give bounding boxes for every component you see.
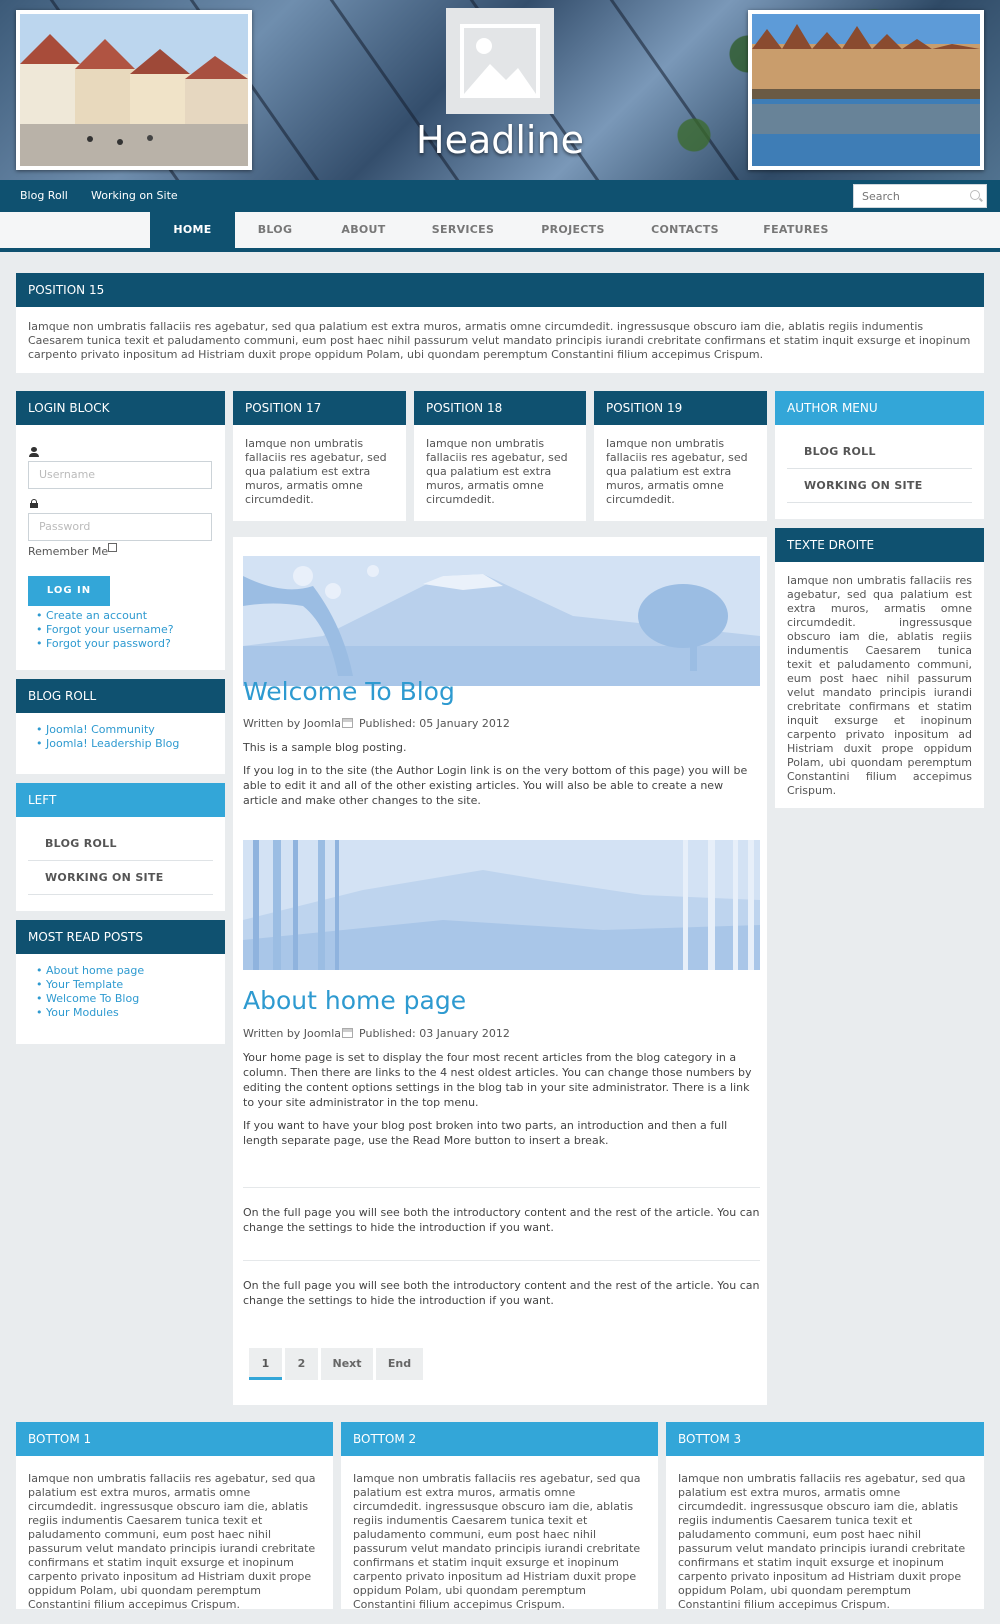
author-menu-module: [775, 391, 984, 519]
module-title: BOTTOM 2: [341, 1422, 658, 1456]
topbar-link-blog-roll[interactable]: Blog Roll: [20, 189, 68, 202]
forgot-password-link[interactable]: Forgot your password?: [46, 637, 171, 650]
texte-droite-module: [775, 528, 984, 808]
divider: [243, 1187, 760, 1188]
article-author: Written by Joomla: [243, 717, 342, 730]
calendar-icon: [342, 718, 353, 728]
most-read-list: [16, 954, 225, 1020]
most-read-link[interactable]: Your Modules: [46, 1006, 119, 1019]
article-meta: [243, 717, 510, 730]
module-text: Iamque non umbratis fallaciis res agebatur, sed qua palatium est extra muros, armatis omne circumdedit.: [426, 437, 568, 506]
most-read-link[interactable]: About home page: [46, 964, 145, 977]
left-menu-blog-roll[interactable]: BLOG ROLL: [28, 827, 213, 861]
article-banner: [243, 840, 760, 970]
module-title: POSITION 17: [233, 391, 406, 425]
bottom-1-module: [16, 1422, 333, 1609]
module-text: Iamque non umbratis fallaciis res agebatur, sed qua palatium est extra muros, armatis omne circumdedit. ingressusque obscuro iam die, ablatis regiis indumentis Caesarem tunica texit et paludamento communi, eum post haec nihil passurum velut mandato principis iurandi crebritate confirmans et statim inquit exsurge et inopinum carpento privato inpositum ad Histriam duxit prope oppidum Polam, ubi quondam peremptum Constantini filium accepimus Crispum.: [787, 574, 972, 797]
module-title: LEFT: [16, 783, 225, 817]
hero-header: [0, 0, 1000, 180]
position-18-module: [414, 391, 586, 521]
module-text: Iamque non umbratis fallaciis res agebatur, sed qua palatium est extra muros, armatis omne circumdedit. ingressusque obscuro iam die, ablatis regiis indumentis Caesarem tunica texit et paludamento communi, eum post haec nihil passurum velut mandato principis iurandi crebritate confirmans et statim inquit exsurge et inopinum carpento privato inpositum ad Histriam duxit prope oppidum Polam, ubi quondam peremptum Constantini filium accepimus Crispum.: [353, 1472, 641, 1611]
lock-icon: [30, 499, 38, 509]
module-title: BLOG ROLL: [16, 679, 225, 713]
nav-projects[interactable]: PROJECTS: [541, 223, 605, 236]
article-published: Published: 05 January 2012: [359, 717, 510, 730]
article-paragraph: If you log in to the site (the Author Login link is on the very bottom of this page) you will be able to edit it and all of the other existing articles. You will also be able to create a new article and make other changes to the site.: [243, 764, 748, 807]
article-paragraph: On the full page you will see both the introductory content and the rest of the article. You can change the settings to hide the introduction if you want.: [243, 1206, 760, 1234]
blog-content: [233, 537, 767, 1405]
article-paragraph: This is a sample blog posting.: [243, 741, 407, 754]
left-module: [16, 783, 225, 911]
author-menu-working-on-site[interactable]: WORKING ON SITE: [787, 469, 972, 503]
article-title[interactable]: Welcome To Blog: [243, 677, 455, 706]
module-text: Iamque non umbratis fallaciis res agebatur, sed qua palatium est extra muros, armatis omne circumdedit. ingressusque obscuro iam die, ablatis regiis indumentis Caesarem tunica texit et paludamento communi, eum post haec nihil passurum velut mandato principis iurandi crebritate confirmans et statim inquit exsurge et inopinum carpento privato inpositum ad Histriam duxit prope oppidum Polam, ubi quondam peremptum Constantini filium accepimus Crispum.: [28, 320, 971, 361]
article-title[interactable]: About home page: [243, 986, 467, 1015]
search-input[interactable]: [854, 185, 964, 207]
user-icon: [29, 447, 39, 457]
nav-features[interactable]: FEATURES: [763, 223, 829, 236]
remember-checkbox[interactable]: [108, 543, 117, 552]
bottom-2-module: [341, 1422, 658, 1609]
nav-about[interactable]: ABOUT: [341, 223, 386, 236]
most-read-link[interactable]: Your Template: [46, 978, 124, 991]
end-page-button[interactable]: End: [376, 1348, 423, 1380]
article-author: Written by Joomla: [243, 1027, 342, 1040]
nav-home[interactable]: HOME: [150, 212, 235, 252]
module-title: AUTHOR MENU: [775, 391, 984, 425]
pagination: [249, 1348, 449, 1383]
remember-label: Remember Me: [28, 545, 109, 558]
image-placeholder-icon: [446, 8, 554, 114]
top-bar: [0, 180, 1000, 212]
blog-roll-list: [16, 713, 225, 751]
module-text: Iamque non umbratis fallaciis res agebatur, sed qua palatium est extra muros, armatis omne circumdedit.: [245, 437, 387, 506]
joomla-community-link[interactable]: Joomla! Community: [46, 723, 155, 736]
module-title: POSITION 18: [414, 391, 586, 425]
page-2-button[interactable]: 2: [285, 1348, 318, 1380]
article-paragraph: If you want to have your blog post broken into two parts, an introduction and then a full length separate page, use the Read More button to insert a break.: [243, 1119, 728, 1147]
article-published: Published: 03 January 2012: [359, 1027, 510, 1040]
module-title: BOTTOM 1: [16, 1422, 333, 1456]
divider: [243, 1260, 760, 1261]
module-text: Iamque non umbratis fallaciis res agebatur, sed qua palatium est extra muros, armatis omne circumdedit. ingressusque obscuro iam die, ablatis regiis indumentis Caesarem tunica texit et paludamento communi, eum post haec nihil passurum velut mandato principis iurandi crebritate confirmans et statim inquit exsurge et inopinum carpento privato inpositum ad Histriam duxit prope oppidum Polam, ubi quondam peremptum Constantini filium accepimus Crispum.: [28, 1472, 316, 1611]
bottom-3-module: [666, 1422, 984, 1609]
login-button[interactable]: LOG IN: [28, 576, 110, 606]
most-read-module: [16, 920, 225, 1044]
password-field[interactable]: Password: [28, 513, 212, 541]
login-links: [16, 599, 174, 651]
header-photo-left: [16, 10, 252, 170]
author-menu-blog-roll[interactable]: BLOG ROLL: [787, 435, 972, 469]
module-title: MOST READ POSTS: [16, 920, 225, 954]
article-paragraph: On the full page you will see both the introductory content and the rest of the article. You can change the settings to hide the introduction if you want.: [243, 1279, 760, 1307]
module-text: Iamque non umbratis fallaciis res agebatur, sed qua palatium est extra muros, armatis omne circumdedit.: [606, 437, 748, 506]
forgot-username-link[interactable]: Forgot your username?: [46, 623, 174, 636]
position-17-module: [233, 391, 406, 521]
joomla-leadership-blog-link[interactable]: Joomla! Leadership Blog: [46, 737, 180, 750]
search-box: [853, 184, 987, 208]
module-title: LOGIN BLOCK: [16, 391, 225, 425]
module-title: BOTTOM 3: [666, 1422, 984, 1456]
calendar-icon: [342, 1028, 353, 1038]
site-headline: Headline: [416, 118, 584, 162]
blog-roll-module: [16, 679, 225, 774]
article-meta: [243, 1027, 510, 1040]
nav-blog[interactable]: BLOG: [257, 223, 293, 236]
left-menu: [16, 817, 225, 895]
login-module: [16, 391, 225, 670]
module-title: POSITION 15: [16, 273, 984, 307]
position-19-module: [594, 391, 767, 521]
topbar-link-working-on-site[interactable]: Working on Site: [91, 189, 178, 202]
author-menu: [775, 425, 984, 503]
article-banner: [243, 556, 760, 686]
position-15-module: [16, 273, 984, 373]
username-field[interactable]: Username: [28, 461, 212, 489]
nav-contacts[interactable]: CONTACTS: [651, 223, 719, 236]
header-photo-right: [748, 10, 984, 170]
create-account-link[interactable]: Create an account: [46, 609, 148, 622]
module-text: Iamque non umbratis fallaciis res agebatur, sed qua palatium est extra muros, armatis omne circumdedit. ingressusque obscuro iam die, ablatis regiis indumentis Caesarem tunica texit et paludamento communi, eum post haec nihil passurum velut mandato principis iurandi crebritate confirmans et statim inquit exsurge et inopinum carpento privato inpositum ad Histriam duxit prope oppidum Polam, ubi quondam peremptum Constantini filium accepimus Crispum.: [678, 1472, 966, 1611]
logo-placeholder: [446, 8, 554, 114]
main-nav: [0, 212, 1000, 252]
next-page-button[interactable]: Next: [321, 1348, 373, 1380]
module-title: POSITION 19: [594, 391, 767, 425]
search-icon[interactable]: [970, 190, 980, 200]
most-read-link[interactable]: Welcome To Blog: [46, 992, 140, 1005]
page-1-button[interactable]: 1: [249, 1348, 282, 1380]
article-paragraph: Your home page is set to display the four most recent articles from the blog category in a column. Then there are links to the 4 nest oldest articles. You can change those numbers by editing the content options settings in the blog tab in your site administrator. There is a link to your site administrator in the top menu.: [243, 1051, 752, 1109]
left-menu-working-on-site[interactable]: WORKING ON SITE: [28, 861, 213, 895]
nav-services[interactable]: SERVICES: [431, 223, 495, 236]
module-title: TEXTE DROITE: [775, 528, 984, 562]
